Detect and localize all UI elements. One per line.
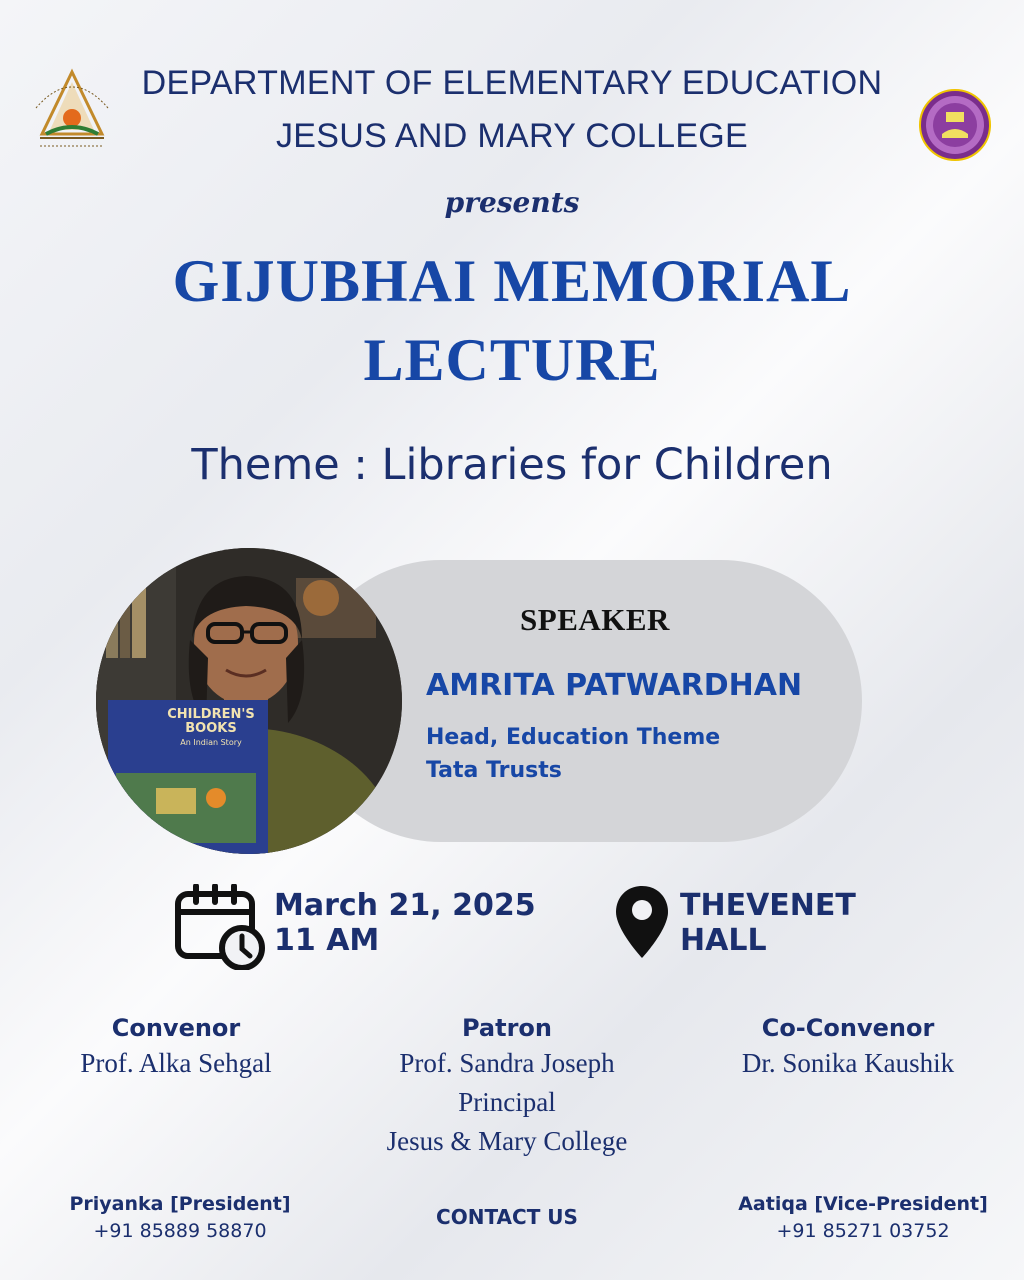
patron-org: Jesus & Mary College [386, 1126, 628, 1156]
venue-line1: THEVENET [680, 888, 856, 923]
contact-right-phone: +91 85271 03752 [776, 1220, 950, 1242]
department-name: DEPARTMENT OF ELEMENTARY EDUCATION [141, 64, 883, 102]
event-title-line1: GIJUBHAI MEMORIAL [172, 248, 852, 314]
speaker-photo [96, 548, 402, 854]
event-theme: Theme : Libraries for Children [191, 440, 833, 490]
patron-title: Patron [461, 1014, 553, 1042]
contact-left-name: Priyanka [President] [69, 1193, 291, 1215]
coconvenor-name: Dr. Sonika Kaushik [741, 1048, 955, 1078]
location-pin-icon [614, 884, 670, 960]
calendar-clock-icon [174, 884, 266, 970]
speaker-name: AMRITA PATWARDHAN [426, 668, 803, 703]
convenor-title: Convenor [111, 1014, 241, 1042]
college-name: JESUS AND MARY COLLEGE [275, 117, 749, 155]
event-title-line2: LECTURE [363, 327, 661, 393]
patron-name: Prof. Sandra Joseph [399, 1048, 615, 1078]
contact-us-label: CONTACT US [436, 1205, 578, 1229]
event-time: 11 AM [274, 923, 380, 958]
speaker-label: SPEAKER [520, 602, 670, 637]
university-seal-icon [918, 88, 992, 162]
contact-left-phone: +91 85889 58870 [93, 1220, 267, 1242]
patron-role: Principal [458, 1087, 556, 1117]
book-title: CHILDREN'S BOOKS [167, 707, 255, 736]
presents-text: presents [444, 186, 580, 219]
contact-right-name: Aatiqa [Vice-President] [738, 1193, 988, 1215]
event-date: March 21, 2025 [274, 888, 536, 923]
convenor-name: Prof. Alka Sehgal [80, 1048, 272, 1078]
venue-line2: HALL [680, 923, 767, 958]
speaker-role-line2: Tata Trusts [426, 758, 562, 783]
book-subtitle: An Indian Story [180, 738, 242, 747]
coconvenor-title: Co-Convenor [761, 1014, 935, 1042]
speaker-role-line1: Head, Education Theme [426, 725, 721, 750]
department-emblem-icon [30, 68, 114, 152]
